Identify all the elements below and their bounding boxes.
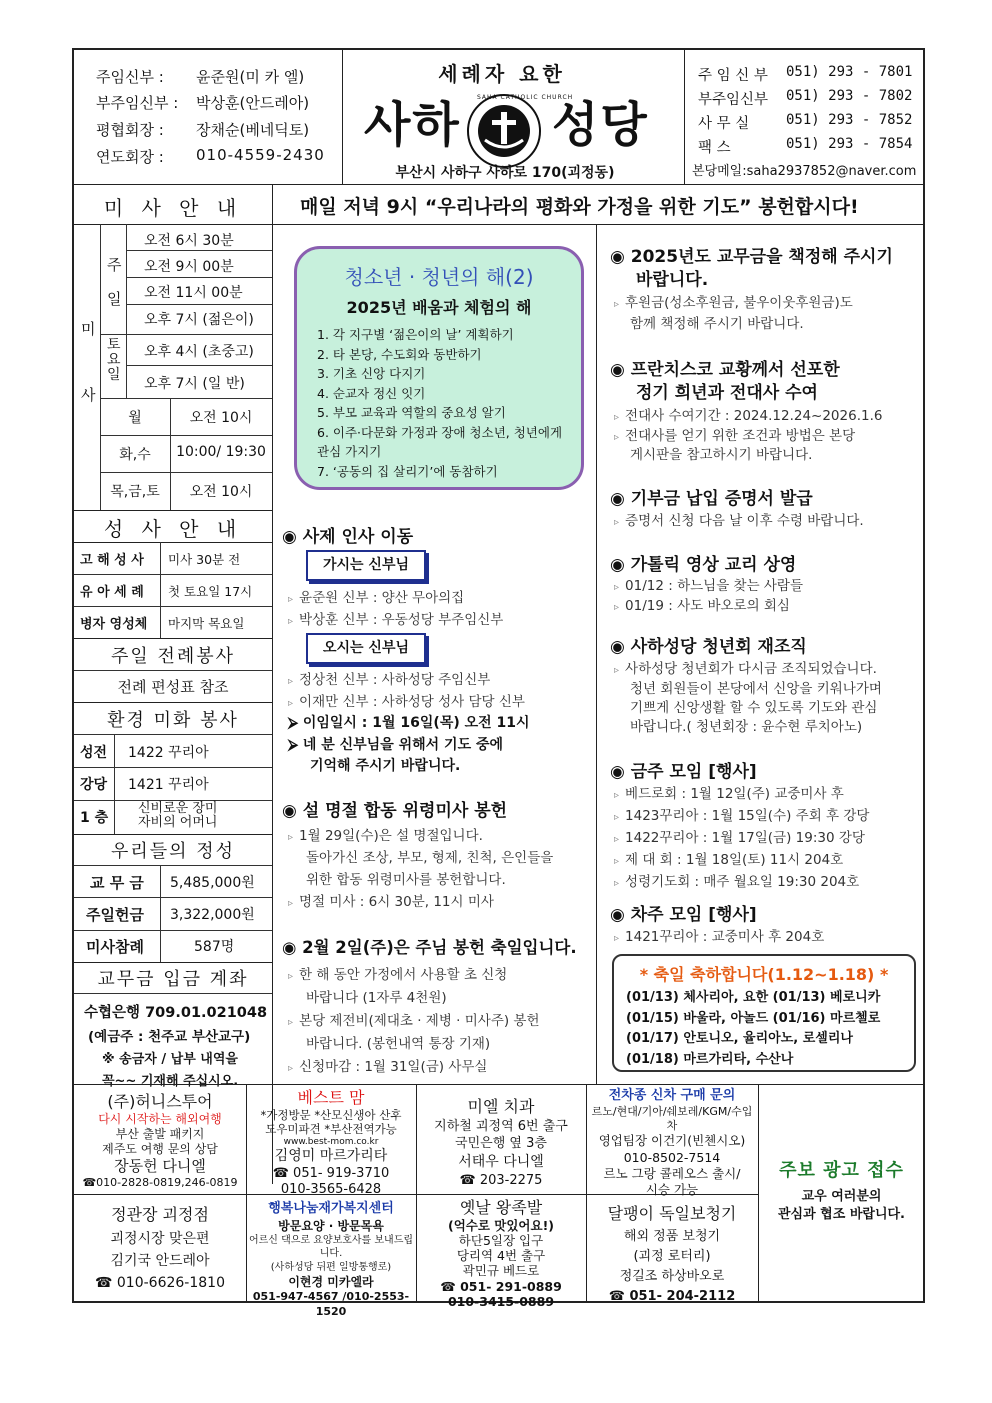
account-title: 교무금 입금 계좌: [97, 969, 249, 990]
candle-line: ▹ 한 해 동안 가정에서 사용할 초 신청: [288, 967, 508, 983]
contact-number: 051) 293 - 7852: [786, 112, 913, 128]
weekday-label: 목,금,토: [110, 484, 160, 500]
cleaning-value: 1421 꾸리아: [128, 777, 209, 793]
saturday-label: 토 요 일: [107, 337, 121, 383]
feast-list: [626, 988, 880, 1070]
account-note: 꼭~~ 기재해 주십시오.: [102, 1074, 239, 1089]
parish-name-left: 사하: [364, 97, 461, 153]
staff-name: 010-4559-2430: [196, 146, 325, 164]
contact-label: 주 임 신 부: [698, 68, 768, 84]
leaving-priest: ▹ 윤준원 신부 : 양산 무아의집: [288, 590, 465, 606]
weekday-label: 월: [128, 410, 142, 426]
candle-line: ▹ 본당 제전비(제대초 · 제병 · 미사주) 봉헌: [288, 1013, 540, 1029]
bulletin-page: [72, 48, 925, 1319]
weekday-mass-time: 오전 10시: [189, 484, 253, 500]
candle-title: ◉ 2월 2일(주)은 주님 봉헌 축일입니다.: [282, 938, 577, 957]
cleaning-label: 성전: [80, 745, 108, 761]
parish-address: 부산시 사하구 사하로 170(괴정동): [395, 165, 615, 181]
memorial-mass-title: ◉ 설 명절 합동 위령미사 봉헌: [282, 801, 508, 821]
memorial-mass-line: 돌아가신 조상, 부모, 형제, 친척, 은인들을: [306, 850, 554, 866]
sunday-mass-time: 오전 11시 00분: [144, 285, 243, 301]
saturday-mass-time: 오후 4시 (초중고): [144, 344, 254, 360]
mass-title: 미 사 안 내: [103, 196, 243, 220]
parish-subtitle: 세례자 요한: [438, 62, 566, 86]
saturday-mass-time: 오후 7시 (일 반): [144, 376, 245, 392]
notice-line: ▹ 후원금(성소후원금, 불우이웃후원금)도: [614, 295, 853, 311]
mass-side-label: 미: [81, 320, 96, 338]
youth-list: [317, 325, 562, 481]
mass-side-label: 사: [81, 386, 96, 404]
staff-role: 평협회장 :: [96, 121, 164, 139]
staff-role: 주임신부 :: [96, 68, 164, 86]
contact-label: 팩 스: [698, 140, 731, 156]
sacrament-value: 미사 30분 전: [168, 552, 241, 567]
logo-ring-text: SAHA CATHOLIC CHURCH: [477, 94, 574, 101]
notice-line: ▹ 증명서 신청 다음 날 이후 수령 바랍니다.: [614, 513, 864, 529]
parish-name-right: 성당: [552, 97, 649, 153]
ad-honey-tour: (주)허니스투어 다시 시작하는 해외여행 부산 출발 패키지 제주도 여행 문의 상담 장동헌 다니엘 ☎010-2828-0819,246-0819: [82, 1092, 238, 1189]
staff-name: 박상훈(안드레아): [196, 94, 310, 112]
notice-line: ▹ 01/12 : 하느님을 찾는 사람들: [614, 578, 804, 594]
prayer-banner: 매일 저녁 9시 “우리나라의 평화와 가정을 위한 기도” 봉헌합시다!: [300, 196, 859, 218]
notice-line: ▹ 01/19 : 사도 바오로의 회심: [614, 598, 790, 614]
weekday-mass-time: 10:00/ 19:30: [176, 444, 266, 460]
ad-bulletin-ad-info: 주보 광고 접수 교우 여러분의 관심과 협조 바랍니다.: [777, 1160, 905, 1222]
sacrament-value: 마지막 목요일: [168, 616, 245, 631]
feast-line: (01/15) 바울라, 아놀드 (01/16) 마르첼로: [626, 1010, 881, 1026]
notice-line: ▹ 베드로회 : 1월 12일(주) 교중미사 후: [614, 786, 844, 802]
notice-title: 바랍니다.: [636, 270, 709, 290]
coming-priests-label: 오시는 신부님: [306, 633, 426, 664]
notice-line: ▹ 성령기도회 : 매주 월요일 19:30 204호: [614, 874, 860, 890]
contact-number: 051) 293 - 7802: [786, 88, 913, 104]
leaving-priests-label: 가시는 신부님: [306, 550, 426, 581]
youth-item: 4. 순교자 정신 잇기: [317, 385, 426, 401]
notice-title: ◉ 프란치스코 교황께서 선포한: [610, 360, 840, 380]
notice-title: ◉ 차주 모임 [행사]: [610, 905, 757, 925]
memorial-mass-line: ▹ 명절 미사 : 6시 30분, 11시 미사: [288, 894, 494, 910]
sunday-label: 주: [107, 256, 122, 274]
leaving-priest: ▹ 박상훈 신부 : 우동성당 부주임신부: [288, 612, 504, 628]
candle-line: 바랍니다. (봉헌내역 통장 기재): [306, 1036, 491, 1052]
ad-welfare-center: 행복나눔재가복지센터 방문요양 · 방문목욕 어르신 댁으로 요양보호사를 보내드립니다. (사하성당 뒤편 일방통행로) 이현경 미카엘라 051-947-4567 /010-2553-1520: [248, 1201, 414, 1319]
email-label: 본당메일:: [692, 164, 747, 179]
notice-line: 함께 책정해 주시기 바랍니다.: [630, 316, 804, 332]
offering-value: 3,322,000원: [170, 907, 255, 923]
prayer-request: ⮚ 네 분 신부님을 위해서 기도 중에: [288, 737, 504, 753]
arrival-info: ⮚ 이임일시 : 1월 16일(목) 오전 11시: [288, 715, 530, 731]
youth-item: 6. 이주·다문화 가정과 장애 청소년, 청년에게: [317, 424, 563, 440]
notice-line: ▹ 제 대 회 : 1월 18일(토) 11시 204호: [614, 852, 844, 868]
youth-item: 7. ‘공동의 집 살리기’에 동참하기: [317, 463, 498, 479]
account-note: ※ 송금자 / 납부 내역을: [102, 1052, 238, 1067]
priest-transfer-title: ◉ 사제 인사 이동: [282, 527, 414, 547]
staff-name: 윤준원(미 카 엘): [196, 68, 305, 86]
feast-title: * 축일 축하합니다(1.12~1.18) *: [639, 965, 889, 984]
youth-subtitle: 2025년 배움과 체험의 해: [346, 298, 532, 317]
memorial-mass-line: 위한 합동 위령미사를 봉헌합니다.: [306, 872, 506, 888]
youth-year-box: [294, 246, 584, 490]
sunday-mass-time: 오후 7시 (젊은이): [144, 312, 254, 328]
notice-line: 게시판을 참고하시기 바랍니다.: [630, 447, 813, 463]
prayer-request: 기억해 주시기 바랍니다.: [310, 758, 461, 774]
notice-title: ◉ 기부금 납입 증명서 발급: [610, 489, 813, 509]
youth-item: 1. 각 지구별 ‘젊은이의 날’ 계획하기: [317, 327, 514, 342]
arrow-icon: ⮚: [288, 715, 303, 731]
notice-title: ◉ 금주 모임 [행사]: [610, 762, 757, 782]
ad-hearing-aid: 달팽이 독일보청기 해외 정품 보청기 (괴정 로터리) 정길조 하상바오로 ☎ 051- 204-2112: [607, 1204, 737, 1305]
youth-item: 3. 기초 신앙 다지기: [317, 366, 426, 381]
notice-line: ▹ 전대사를 얻기 위한 조건과 방법은 본당: [614, 428, 856, 444]
offering-value: 587명: [194, 939, 235, 955]
sacrament-label: 고 해 성 사: [80, 553, 144, 568]
sacrament-value: 첫 토요일 17시: [168, 584, 253, 599]
offering-label: 주일헌금: [86, 906, 144, 924]
email-row: [692, 160, 916, 179]
liturgy-value: 전례 편성표 참조: [117, 678, 229, 696]
notice-line: ▹ 1423꾸리아 : 1월 15일(수) 주회 후 강당: [614, 808, 870, 824]
weekday-mass-time: 오전 10시: [189, 410, 253, 426]
notice-title: ◉ 가톨릭 영상 교리 상영: [610, 555, 797, 575]
contact-number: 051) 293 - 7854: [786, 136, 913, 152]
ad-jeonggwanjang: 정관장 괴정점 괴정시장 맞은편 김기국 안드레아 ☎ 010-6626-1810: [95, 1205, 225, 1292]
youth-item: 관심 가지기: [317, 444, 382, 459]
notice-line: 바랍니다.( 청년회장 : 윤수현 루치아노): [630, 719, 863, 735]
offering-value: 5,485,000원: [170, 875, 255, 891]
offering-title: 우리들의 정성: [110, 841, 236, 862]
offering-label: 교 무 금: [90, 874, 144, 892]
memorial-mass-line: ▹ 1월 29일(수)은 설 명절입니다.: [288, 828, 483, 844]
notice-title: ◉ 2025년도 교무금을 책정해 주시기: [610, 247, 893, 267]
weekday-label: 화,수: [119, 447, 151, 463]
staff-name: 장채순(베네딕토): [196, 121, 310, 139]
cleaning-label: 강당: [80, 777, 108, 793]
account-holder: (예금주 : 천주교 부산교구): [88, 1029, 251, 1045]
church-logo: [465, 92, 574, 170]
sacrament-label: 병자 영성체: [80, 617, 148, 632]
cleaning-value: 신비로운 장미 자비의 어머니: [138, 801, 218, 830]
sunday-mass-time: 오전 6시 30분: [144, 233, 234, 249]
youth-item: 2. 타 본당, 수도회와 동반하기: [317, 346, 482, 362]
notice-line: ▹ 사하성당 청년회가 다시금 조직되었습니다.: [614, 661, 877, 677]
ad-miel-dental: 미엘 치과 지하철 괴정역 6번 출구 국민은행 옆 3층 서태우 다니엘 ☎ 203-2275: [434, 1097, 568, 1188]
sacrament-label: 유 아 세 례: [80, 585, 144, 600]
cleaning-title: 환경 미화 봉사: [107, 710, 239, 731]
cleaning-label: 1 층: [80, 810, 109, 826]
notice-line: ▹ 1422꾸리아 : 1월 17일(금) 19:30 강당: [614, 830, 865, 846]
coming-priest: ▹ 이재만 신부 : 사하성당 성사 담당 신부: [288, 694, 525, 710]
contact-label: 사 무 실: [698, 116, 750, 132]
notice-line: 기쁘게 신앙생활 할 수 있도록 기도와 관심: [630, 700, 878, 716]
feast-box: [612, 954, 916, 1072]
arrow-icon: ⮚: [288, 737, 303, 753]
feast-line: (01/18) 마르가리타, 수산나: [626, 1051, 794, 1067]
feast-line: (01/17) 안토니오, 율리아노, 로셀리나: [626, 1031, 853, 1046]
coming-priest: ▹ 정상천 신부 : 사하성당 주임신부: [288, 672, 491, 688]
cleaning-value: 1422 꾸리아: [128, 745, 209, 761]
candle-line: ▹ 신청마감 : 1월 31일(금) 사무실: [288, 1059, 488, 1075]
notice-title: 정기 희년과 전대사 수여: [636, 383, 818, 403]
ad-new-car: 전차종 신차 구매 문의 르노/현대/기아/쉐보레/KGM/수입차 영업팀장 이건기(빈첸시오) 010-8502-7514 르노 그랑 콜레오스 출시/ 시승 가능: [591, 1088, 753, 1198]
email-link[interactable]: saha2937852@naver.com: [746, 164, 917, 179]
ad-best-mom: 베스트 맘 *가정방문 *산모신생아 산후 도우미파견 *부산전역가능 www.best-mom.co.kr 김영미 마르가리타 ☎ 051- 919-3710 010-3565-6428: [260, 1088, 402, 1197]
liturgy-title: 주일 전례봉사: [110, 646, 236, 667]
offering-label: 미사참례: [86, 938, 144, 956]
notice-line: 청년 회원들이 본당에서 신앙을 키워나가며: [630, 681, 882, 697]
sunday-mass-time: 오전 9시 00분: [144, 259, 234, 275]
contact-number: 051) 293 - 7801: [786, 64, 913, 80]
contact-label: 부주임신부: [698, 92, 769, 108]
staff-role: 부주임신부 :: [96, 94, 179, 112]
account-bank: 수협은행 709.01.021048: [84, 1005, 268, 1021]
youth-item: 5. 부모 교육과 역할의 중요성 알기: [317, 405, 506, 420]
candle-line: 바랍니다 (1자루 4천원): [306, 990, 447, 1006]
notice-title: ◉ 사하성당 청년회 재조직: [610, 637, 807, 657]
sacrament-title: 성 사 안 내: [103, 517, 243, 541]
feast-line: (01/13) 체사리아, 요한 (01/13) 베로니카: [626, 990, 881, 1005]
ad-pork-trotters: 옛날 왕족발 (억수로 맛있어요!) 하단5일장 입구 당리역 4번 출구 곽민규 베드로 ☎ 051- 291-0889 010-3415-0889: [440, 1198, 562, 1309]
staff-role: 연도회장 :: [96, 148, 164, 166]
notice-line: ▹ 1421꾸리아 : 교중미사 후 204호: [614, 929, 825, 945]
youth-title: 청소년 · 청년의 해(2): [344, 265, 534, 289]
notice-line: ▹ 전대사 수여기간 : 2024.12.24~2026.1.6: [614, 408, 883, 424]
sunday-label: 일: [107, 290, 122, 308]
